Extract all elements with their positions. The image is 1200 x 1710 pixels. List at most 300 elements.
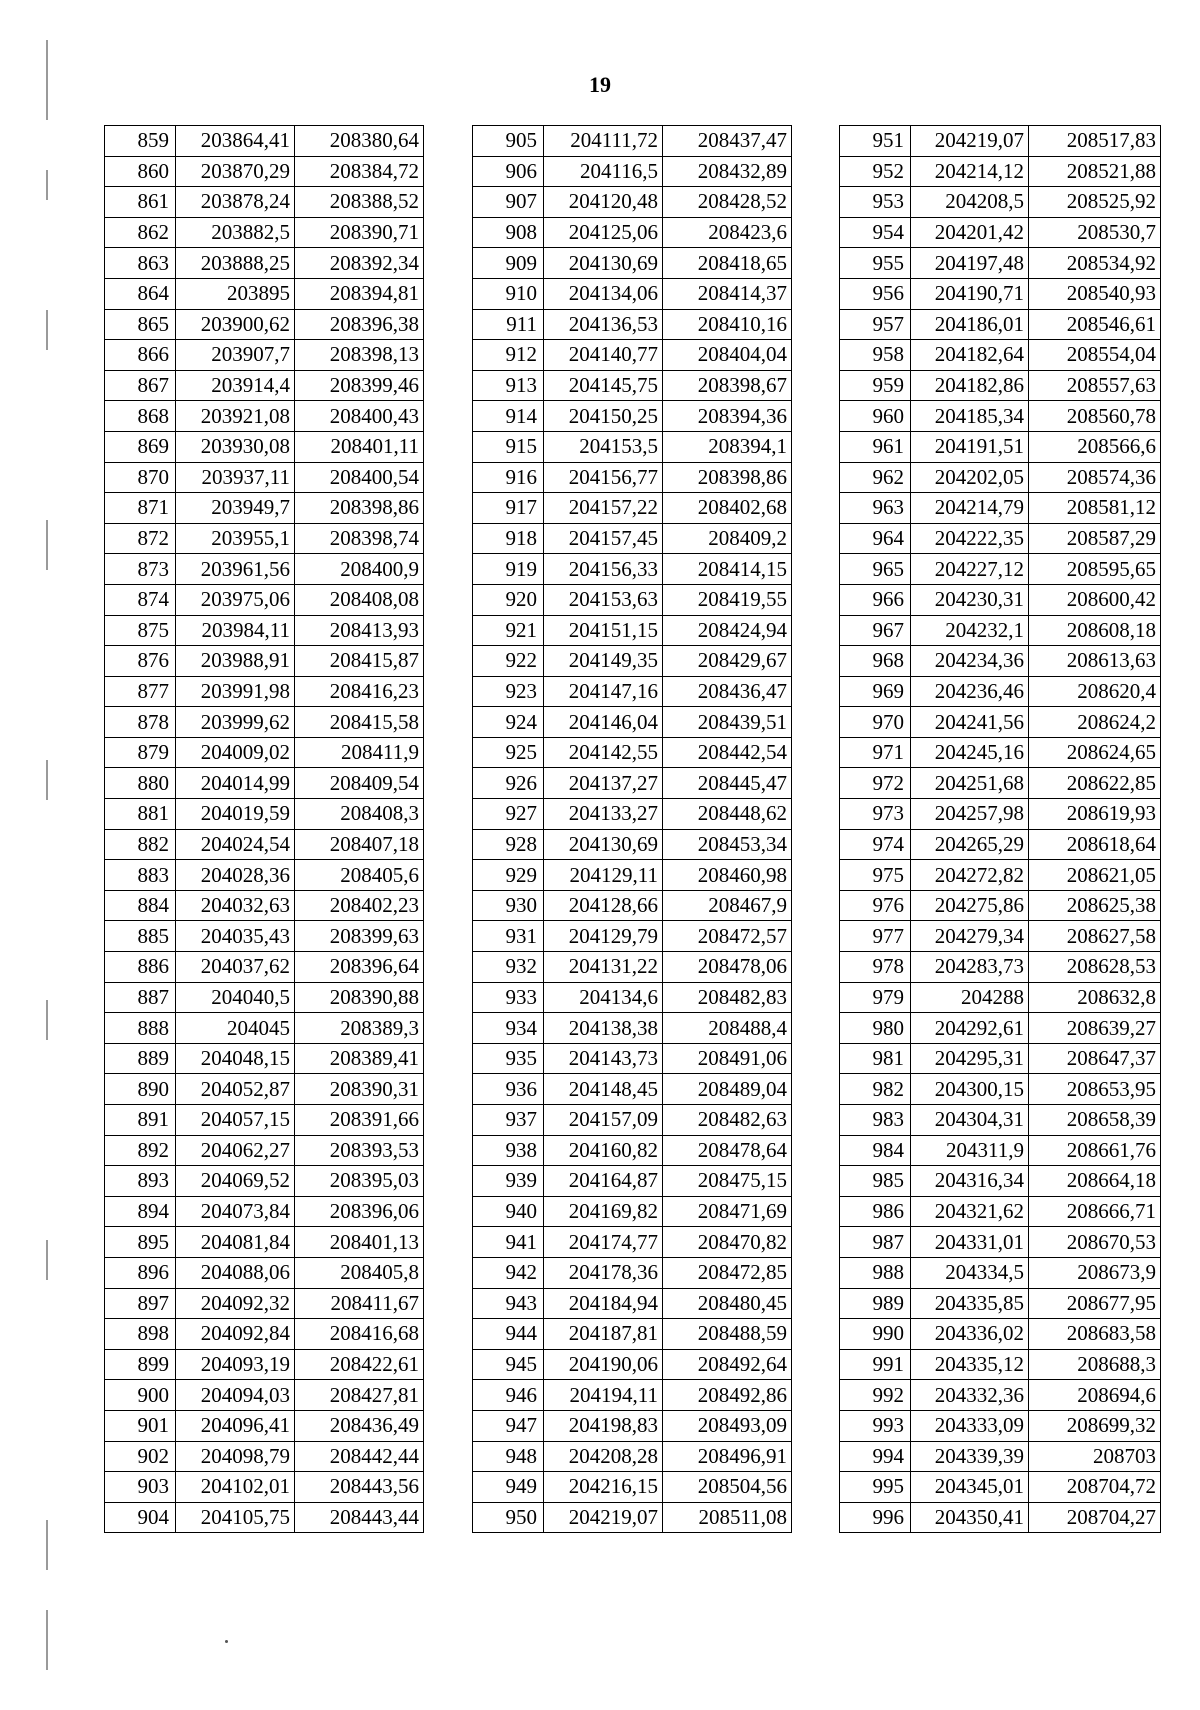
table-row [473,799,792,830]
coordinates-table-3 [839,125,1161,1533]
point-number-cell: 923 [473,676,544,707]
table-row [473,554,792,585]
y-coordinate-cell: 208560,78 [1029,401,1161,432]
table-row [473,768,792,799]
point-number-cell: 861 [105,187,176,218]
x-coordinate-cell: 204157,45 [544,523,663,554]
x-coordinate-cell: 204137,27 [544,768,663,799]
point-number-cell: 860 [105,156,176,187]
y-coordinate-cell: 208703 [1029,1441,1161,1472]
x-coordinate-cell: 204169,82 [544,1196,663,1227]
y-coordinate-cell: 208437,47 [663,126,792,157]
table-row [473,829,792,860]
y-coordinate-cell: 208388,52 [295,187,424,218]
y-coordinate-cell: 208439,51 [663,707,792,738]
y-coordinate-cell: 208581,12 [1029,493,1161,524]
table-row [105,890,424,921]
point-number-cell: 934 [473,1013,544,1044]
point-number-cell: 962 [840,462,911,493]
y-coordinate-cell: 208400,54 [295,462,424,493]
point-number-cell: 946 [473,1380,544,1411]
y-coordinate-cell: 208422,61 [295,1349,424,1380]
y-coordinate-cell: 208621,05 [1029,860,1161,891]
x-coordinate-cell: 204339,39 [911,1441,1029,1472]
x-coordinate-cell: 204234,36 [911,646,1029,677]
table-row [840,1441,1161,1472]
y-coordinate-cell: 208699,32 [1029,1410,1161,1441]
x-coordinate-cell: 204191,51 [911,431,1029,462]
y-coordinate-cell: 208517,83 [1029,126,1161,157]
x-coordinate-cell: 204164,87 [544,1166,663,1197]
x-coordinate-cell: 204194,11 [544,1380,663,1411]
table-row [105,1349,424,1380]
point-number-cell: 927 [473,799,544,830]
table-row [473,370,792,401]
scan-margin-line [46,760,48,800]
table-row [473,646,792,677]
y-coordinate-cell: 208488,4 [663,1013,792,1044]
y-coordinate-cell: 208396,64 [295,952,424,983]
x-coordinate-cell: 204283,73 [911,952,1029,983]
y-coordinate-cell: 208613,63 [1029,646,1161,677]
point-number-cell: 960 [840,401,911,432]
x-coordinate-cell: 204111,72 [544,126,663,157]
table-row [840,737,1161,768]
point-number-cell: 981 [840,1043,911,1074]
table-row [473,248,792,279]
x-coordinate-cell: 204151,15 [544,615,663,646]
point-number-cell: 891 [105,1105,176,1136]
table-row [105,156,424,187]
y-coordinate-cell: 208587,29 [1029,523,1161,554]
point-number-cell: 936 [473,1074,544,1105]
x-coordinate-cell: 204265,29 [911,829,1029,860]
point-number-cell: 922 [473,646,544,677]
point-number-cell: 912 [473,340,544,371]
point-number-cell: 909 [473,248,544,279]
y-coordinate-cell: 208472,57 [663,921,792,952]
point-number-cell: 898 [105,1319,176,1350]
table-row [473,156,792,187]
x-coordinate-cell: 203930,08 [176,431,295,462]
x-coordinate-cell: 204216,15 [544,1472,663,1503]
table-row [473,523,792,554]
point-number-cell: 969 [840,676,911,707]
x-coordinate-cell: 204153,5 [544,431,663,462]
x-coordinate-cell: 204316,34 [911,1166,1029,1197]
x-coordinate-cell: 203864,41 [176,126,295,157]
table-row [473,340,792,371]
y-coordinate-cell: 208618,64 [1029,829,1161,860]
y-coordinate-cell: 208443,56 [295,1472,424,1503]
table-row [840,860,1161,891]
table-row [840,340,1161,371]
table-row [840,401,1161,432]
point-number-cell: 882 [105,829,176,860]
y-coordinate-cell: 208429,67 [663,646,792,677]
y-coordinate-cell: 208470,82 [663,1227,792,1258]
y-coordinate-cell: 208398,74 [295,523,424,554]
table-row [840,1074,1161,1105]
x-coordinate-cell: 204153,63 [544,584,663,615]
point-number-cell: 921 [473,615,544,646]
x-coordinate-cell: 204052,87 [176,1074,295,1105]
table-row [105,860,424,891]
x-coordinate-cell: 204093,19 [176,1349,295,1380]
x-coordinate-cell: 204156,77 [544,462,663,493]
point-number-cell: 982 [840,1074,911,1105]
x-coordinate-cell: 204295,31 [911,1043,1029,1074]
x-coordinate-cell: 204350,41 [911,1502,1029,1533]
x-coordinate-cell: 204157,22 [544,493,663,524]
x-coordinate-cell: 204142,55 [544,737,663,768]
y-coordinate-cell: 208540,93 [1029,278,1161,309]
point-number-cell: 871 [105,493,176,524]
point-number-cell: 991 [840,1349,911,1380]
x-coordinate-cell: 204241,56 [911,707,1029,738]
x-coordinate-cell: 203999,62 [176,707,295,738]
point-number-cell: 939 [473,1166,544,1197]
scan-margin-line [46,1520,48,1570]
table-row [473,584,792,615]
y-coordinate-cell: 208424,94 [663,615,792,646]
y-coordinate-cell: 208530,7 [1029,217,1161,248]
table-row [840,829,1161,860]
x-coordinate-cell: 204035,43 [176,921,295,952]
point-number-cell: 887 [105,982,176,1013]
table-row [473,309,792,340]
y-coordinate-cell: 208400,43 [295,401,424,432]
point-number-cell: 899 [105,1349,176,1380]
table-row [840,217,1161,248]
y-coordinate-cell: 208608,18 [1029,615,1161,646]
point-number-cell: 948 [473,1441,544,1472]
x-coordinate-cell: 203921,08 [176,401,295,432]
x-coordinate-cell: 203937,11 [176,462,295,493]
table-row [473,126,792,157]
x-coordinate-cell: 204219,07 [911,126,1029,157]
table-row [840,1227,1161,1258]
table-row [840,799,1161,830]
y-coordinate-cell: 208511,08 [663,1502,792,1533]
point-number-cell: 926 [473,768,544,799]
table-row [105,829,424,860]
x-coordinate-cell: 203914,4 [176,370,295,401]
y-coordinate-cell: 208443,44 [295,1502,424,1533]
scan-margin-line [46,520,48,570]
y-coordinate-cell: 208493,09 [663,1410,792,1441]
x-coordinate-cell: 204208,28 [544,1441,663,1472]
x-coordinate-cell: 204088,06 [176,1257,295,1288]
x-coordinate-cell: 204335,85 [911,1288,1029,1319]
coordinates-table-body [105,126,424,1533]
y-coordinate-cell: 208478,06 [663,952,792,983]
y-coordinate-cell: 208496,91 [663,1441,792,1472]
table-row [473,737,792,768]
y-coordinate-cell: 208632,8 [1029,982,1161,1013]
x-coordinate-cell: 204202,05 [911,462,1029,493]
y-coordinate-cell: 208683,58 [1029,1319,1161,1350]
y-coordinate-cell: 208620,4 [1029,676,1161,707]
table-row [105,1410,424,1441]
table-row [840,768,1161,799]
table-row [105,1227,424,1258]
point-number-cell: 920 [473,584,544,615]
y-coordinate-cell: 208393,53 [295,1135,424,1166]
point-number-cell: 901 [105,1410,176,1441]
y-coordinate-cell: 208492,64 [663,1349,792,1380]
x-coordinate-cell: 204138,38 [544,1013,663,1044]
x-coordinate-cell: 203961,56 [176,554,295,585]
x-coordinate-cell: 203888,25 [176,248,295,279]
point-number-cell: 916 [473,462,544,493]
table-row [840,584,1161,615]
point-number-cell: 911 [473,309,544,340]
point-number-cell: 956 [840,278,911,309]
table-row [105,401,424,432]
x-coordinate-cell: 204128,66 [544,890,663,921]
table-row [473,1472,792,1503]
table-row [473,1410,792,1441]
scan-dot [225,1640,228,1643]
point-number-cell: 873 [105,554,176,585]
y-coordinate-cell: 208390,31 [295,1074,424,1105]
x-coordinate-cell: 204105,75 [176,1502,295,1533]
y-coordinate-cell: 208399,46 [295,370,424,401]
y-coordinate-cell: 208673,9 [1029,1257,1161,1288]
point-number-cell: 985 [840,1166,911,1197]
point-number-cell: 893 [105,1166,176,1197]
table-row [840,1196,1161,1227]
table-row [105,248,424,279]
y-coordinate-cell: 208415,58 [295,707,424,738]
x-coordinate-cell: 204174,77 [544,1227,663,1258]
scan-margin-line [46,170,48,200]
x-coordinate-cell: 204214,12 [911,156,1029,187]
y-coordinate-cell: 208390,88 [295,982,424,1013]
y-coordinate-cell: 208409,2 [663,523,792,554]
x-coordinate-cell: 204190,06 [544,1349,663,1380]
x-coordinate-cell: 204120,48 [544,187,663,218]
point-number-cell: 883 [105,860,176,891]
point-number-cell: 933 [473,982,544,1013]
table-row [840,126,1161,157]
x-coordinate-cell: 203878,24 [176,187,295,218]
x-coordinate-cell: 204069,52 [176,1166,295,1197]
y-coordinate-cell: 208445,47 [663,768,792,799]
y-coordinate-cell: 208400,9 [295,554,424,585]
x-coordinate-cell: 204092,84 [176,1319,295,1350]
x-coordinate-cell: 204336,02 [911,1319,1029,1350]
y-coordinate-cell: 208534,92 [1029,248,1161,279]
table-row [473,187,792,218]
table-row [105,707,424,738]
table-row [105,615,424,646]
x-coordinate-cell: 204335,12 [911,1349,1029,1380]
x-coordinate-cell: 204024,54 [176,829,295,860]
point-number-cell: 986 [840,1196,911,1227]
y-coordinate-cell: 208554,04 [1029,340,1161,371]
table-row [473,890,792,921]
point-number-cell: 954 [840,217,911,248]
point-number-cell: 943 [473,1288,544,1319]
point-number-cell: 993 [840,1410,911,1441]
point-number-cell: 947 [473,1410,544,1441]
table-row [840,707,1161,738]
y-coordinate-cell: 208389,3 [295,1013,424,1044]
x-coordinate-cell: 203895 [176,278,295,309]
table-row [473,676,792,707]
y-coordinate-cell: 208627,58 [1029,921,1161,952]
table-row [473,431,792,462]
point-number-cell: 917 [473,493,544,524]
y-coordinate-cell: 208471,69 [663,1196,792,1227]
x-coordinate-cell: 204182,64 [911,340,1029,371]
y-coordinate-cell: 208432,89 [663,156,792,187]
x-coordinate-cell: 204201,42 [911,217,1029,248]
x-coordinate-cell: 204160,82 [544,1135,663,1166]
y-coordinate-cell: 208398,13 [295,340,424,371]
point-number-cell: 932 [473,952,544,983]
x-coordinate-cell: 204304,31 [911,1105,1029,1136]
x-coordinate-cell: 204272,82 [911,860,1029,891]
y-coordinate-cell: 208666,71 [1029,1196,1161,1227]
y-coordinate-cell: 208418,65 [663,248,792,279]
x-coordinate-cell: 204028,36 [176,860,295,891]
table-row [473,1105,792,1136]
point-number-cell: 955 [840,248,911,279]
table-row [473,1196,792,1227]
point-number-cell: 877 [105,676,176,707]
x-coordinate-cell: 204178,36 [544,1257,663,1288]
y-coordinate-cell: 208407,18 [295,829,424,860]
y-coordinate-cell: 208394,36 [663,401,792,432]
point-number-cell: 974 [840,829,911,860]
table-row [105,217,424,248]
point-number-cell: 942 [473,1257,544,1288]
scan-margin-line [46,310,48,350]
table-row [473,921,792,952]
point-number-cell: 874 [105,584,176,615]
table-row [840,431,1161,462]
table-row [105,1472,424,1503]
y-coordinate-cell: 208504,56 [663,1472,792,1503]
y-coordinate-cell: 208653,95 [1029,1074,1161,1105]
coordinates-table-body [840,126,1161,1533]
table-row [840,1043,1161,1074]
x-coordinate-cell: 203900,62 [176,309,295,340]
point-number-cell: 915 [473,431,544,462]
table-row [105,1380,424,1411]
point-number-cell: 980 [840,1013,911,1044]
x-coordinate-cell: 204147,16 [544,676,663,707]
point-number-cell: 983 [840,1105,911,1136]
point-number-cell: 964 [840,523,911,554]
point-number-cell: 996 [840,1502,911,1533]
table-row [840,1288,1161,1319]
y-coordinate-cell: 208677,95 [1029,1288,1161,1319]
table-row [840,309,1161,340]
point-number-cell: 978 [840,952,911,983]
x-coordinate-cell: 204208,5 [911,187,1029,218]
table-row [105,1074,424,1105]
point-number-cell: 930 [473,890,544,921]
table-row [105,1257,424,1288]
y-coordinate-cell: 208405,6 [295,860,424,891]
x-coordinate-cell: 204032,63 [176,890,295,921]
point-number-cell: 905 [473,126,544,157]
coordinates-table-1 [104,125,424,1533]
x-coordinate-cell: 204275,86 [911,890,1029,921]
point-number-cell: 865 [105,309,176,340]
x-coordinate-cell: 204140,77 [544,340,663,371]
x-coordinate-cell: 204245,16 [911,737,1029,768]
x-coordinate-cell: 204149,35 [544,646,663,677]
y-coordinate-cell: 208442,44 [295,1441,424,1472]
table-row [840,554,1161,585]
x-coordinate-cell: 204094,03 [176,1380,295,1411]
y-coordinate-cell: 208480,45 [663,1288,792,1319]
point-number-cell: 995 [840,1472,911,1503]
y-coordinate-cell: 208491,06 [663,1043,792,1074]
point-number-cell: 879 [105,737,176,768]
point-number-cell: 935 [473,1043,544,1074]
table-row [105,309,424,340]
x-coordinate-cell: 204130,69 [544,248,663,279]
x-coordinate-cell: 204092,32 [176,1288,295,1319]
point-number-cell: 881 [105,799,176,830]
point-number-cell: 952 [840,156,911,187]
y-coordinate-cell: 208492,86 [663,1380,792,1411]
x-coordinate-cell: 204185,34 [911,401,1029,432]
table-row [105,737,424,768]
y-coordinate-cell: 208394,81 [295,278,424,309]
table-row [840,1472,1161,1503]
x-coordinate-cell: 204184,94 [544,1288,663,1319]
x-coordinate-cell: 204332,36 [911,1380,1029,1411]
table-row [105,584,424,615]
y-coordinate-cell: 208704,27 [1029,1502,1161,1533]
point-number-cell: 885 [105,921,176,952]
x-coordinate-cell: 204321,62 [911,1196,1029,1227]
point-number-cell: 958 [840,340,911,371]
x-coordinate-cell: 203907,7 [176,340,295,371]
x-coordinate-cell: 204230,31 [911,584,1029,615]
point-number-cell: 979 [840,982,911,1013]
y-coordinate-cell: 208460,98 [663,860,792,891]
y-coordinate-cell: 208411,9 [295,737,424,768]
x-coordinate-cell: 204116,5 [544,156,663,187]
point-number-cell: 968 [840,646,911,677]
table-row [473,707,792,738]
y-coordinate-cell: 208639,27 [1029,1013,1161,1044]
point-number-cell: 925 [473,737,544,768]
point-number-cell: 938 [473,1135,544,1166]
point-number-cell: 970 [840,707,911,738]
point-number-cell: 924 [473,707,544,738]
table-row [840,615,1161,646]
point-number-cell: 976 [840,890,911,921]
table-row [473,1074,792,1105]
x-coordinate-cell: 204081,84 [176,1227,295,1258]
point-number-cell: 945 [473,1349,544,1380]
table-row [840,156,1161,187]
point-number-cell: 886 [105,952,176,983]
table-row [105,523,424,554]
y-coordinate-cell: 208436,47 [663,676,792,707]
y-coordinate-cell: 208395,03 [295,1166,424,1197]
table-row [105,952,424,983]
